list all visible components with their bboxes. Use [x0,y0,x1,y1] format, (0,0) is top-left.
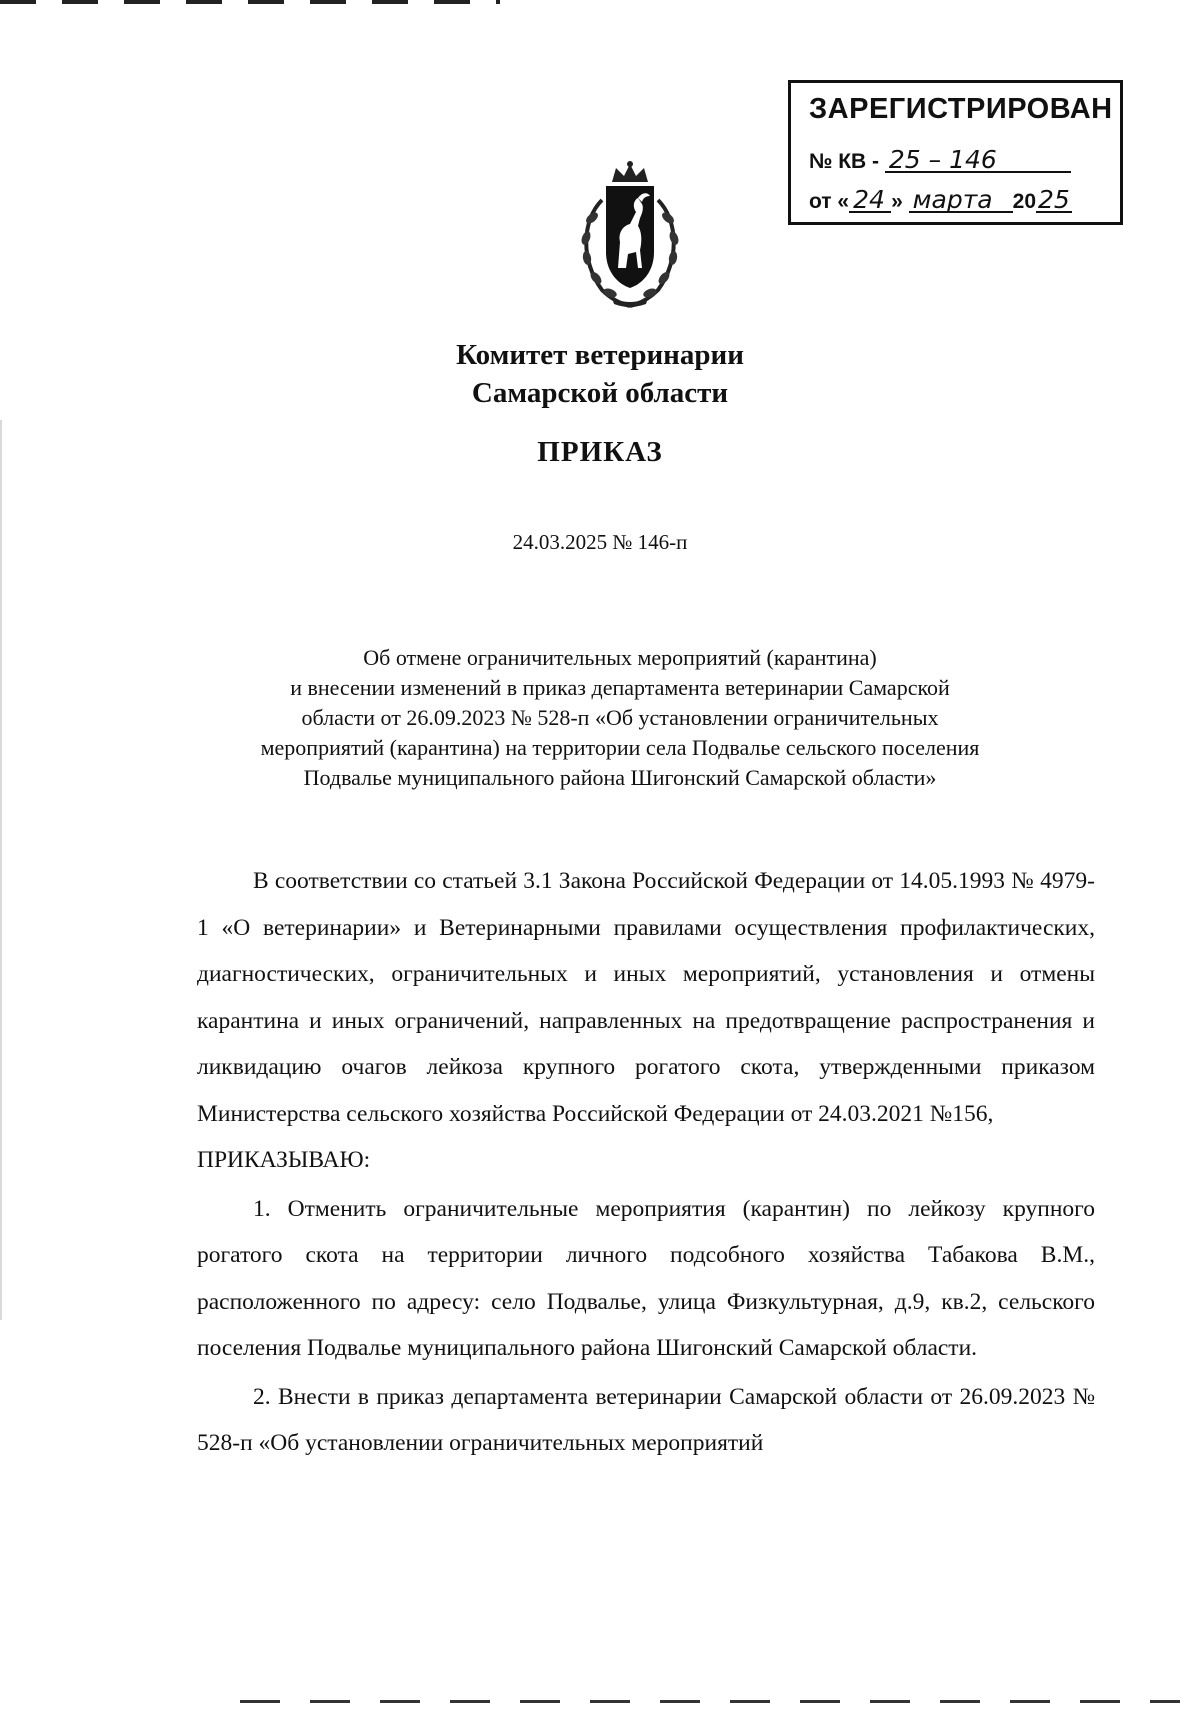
subject-line: Об отмене ограничительных мероприятий (карантина) [363,645,877,670]
scan-artifact-bottom [240,1700,1180,1703]
scan-edge [0,420,2,1320]
organization-name [0,336,1200,412]
document-type: ПРИКАЗ [537,436,663,468]
order-subject [160,643,1080,793]
scan-artifact-top [0,0,500,4]
subject-line: и внесении изменений в приказ департамента ветеринарии Самарской [290,675,950,700]
order-item-1: 1. Отменить ограничительные мероприятия (карантин) по лейкозу крупного рогатого скота на территории личного подсобного хозяйства Табакова В.М., расположенного по адресу: село Подвалье, улица Физкультурная, д.9, кв.2, сельского поселения Подвалье муниципального района Шигонский Самарской области. [197,1195,1095,1361]
order-word: ПРИКАЗЫВАЮ: [197,1147,371,1173]
stamp-date-day: 24 [849,189,891,213]
stamp-date-row [809,185,1072,214]
order-item-2: 2. Внести в приказ департамента ветеринарии Самарской области от 26.09.2023 № 528-п «Об установлении ограничительных мероприятий [197,1383,1095,1456]
samara-coat-of-arms-icon [572,160,688,310]
subject-line: мероприятий (карантина) на территории села Подвалье сельского поселения [260,735,980,760]
stamp-date-month: марта [909,189,1013,213]
subject-line: области от 26.09.2023 № 528-п «Об установлении ограничительных [301,705,939,730]
organization-line-1: Комитет ветеринарии [456,339,744,371]
preamble-paragraph: В соответствии со статьей 3.1 Закона Российской Федерации от 14.05.1993 № 4979-1 «О ветеринарии» и Ветеринарными правилами осуществления профилактических, диагностических, ограничительных и иных мероприятий, установления и отмены карантина и иных ограничений, направленных на предотвращение распространения и ликвидацию очагов лейкоза крупного рогатого скота, утвержденными приказом Министерства сельского хозяйства Российской Федерации от 24.03.2021 №156, [197,868,1095,1127]
subject-line: Подвалье муниципального района Шигонский Самарской области» [303,765,937,790]
document-date-number: 24.03.2025 № 146-п [512,530,688,554]
stamp-date-mid: » [891,190,903,213]
stamp-title: ЗАРЕГИСТРИРОВАН [809,93,1113,125]
stamp-date-prefix: от « [809,190,850,213]
stamp-number-row [809,145,1071,174]
registration-stamp [788,80,1123,225]
order-body [197,858,1095,1467]
stamp-number-prefix: № КВ - [809,150,880,173]
stamp-number-handwritten: 25 – 146 [885,149,1071,173]
stamp-date-year-hand: 25 [1038,185,1070,214]
stamp-date-year-printed: 20 [1012,190,1036,213]
organization-line-2: Самарской области [471,377,729,409]
